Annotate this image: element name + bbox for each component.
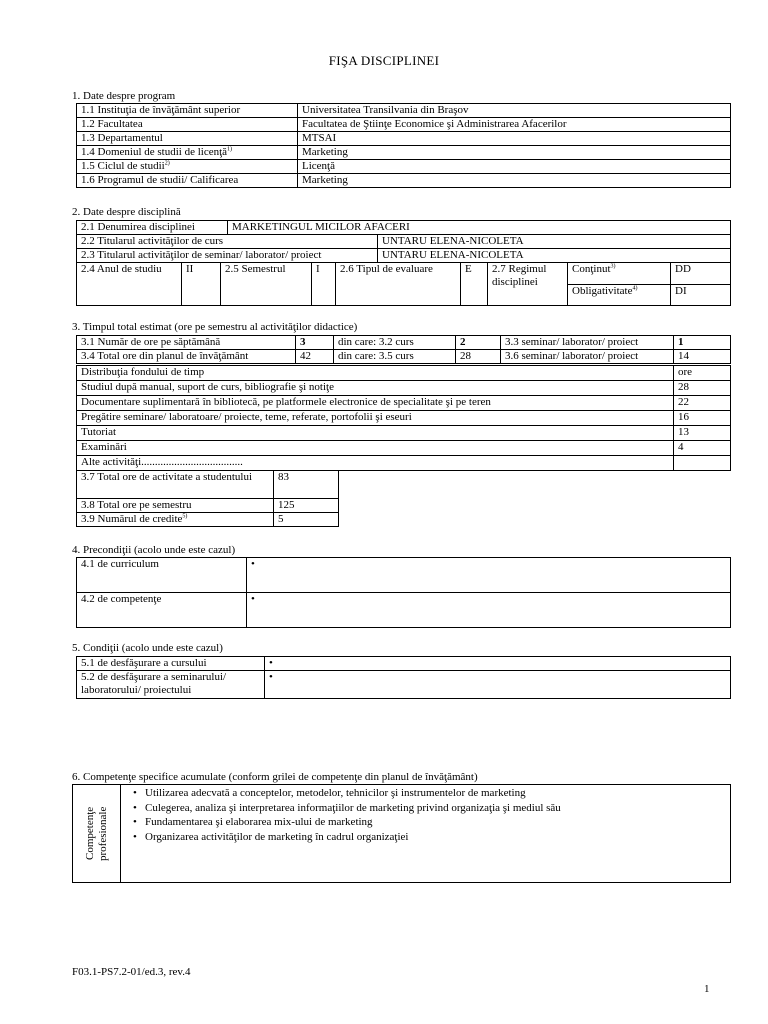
value-cell: Facultatea de Ştiinţe Economice şi Administrarea Afacerilor	[298, 118, 731, 132]
label-cell: 3.7 Total ore de activitate a studentului	[77, 471, 274, 499]
label-cell: 3.6 seminar/ laborator/ proiect	[501, 350, 674, 364]
table-row	[77, 249, 731, 263]
value-cell: •	[265, 671, 731, 699]
footnote-mark: 2)	[164, 160, 170, 167]
footnote-mark: 5)	[182, 513, 188, 520]
label-cell: 4.1 de curriculum	[77, 558, 247, 593]
preconditions-table	[76, 557, 731, 628]
footer-code: F03.1-PS7.2-01/ed.3, rev.4	[72, 966, 191, 978]
table-row	[77, 558, 731, 593]
table-row	[77, 441, 731, 456]
table-row	[77, 235, 731, 249]
value-cell: 4	[674, 441, 731, 456]
value-cell: ore	[674, 366, 731, 381]
table-row	[77, 174, 731, 188]
value-cell: •	[247, 558, 731, 593]
label-text: 3.9 Numărul de credite	[81, 513, 183, 525]
value-cell: Licenţă	[298, 160, 731, 174]
table-row	[77, 146, 731, 160]
value-cell: 28	[674, 381, 731, 396]
table-row	[77, 221, 731, 235]
label-text: Obligativitate	[572, 284, 633, 297]
competences-list	[125, 786, 726, 844]
footnote-mark: 3)	[610, 263, 616, 270]
value-cell: 13	[674, 426, 731, 441]
label-cell: 1.2 Facultatea	[77, 118, 298, 132]
conditions-table	[76, 656, 731, 699]
value-cell: 42	[296, 350, 334, 364]
label-cell: Alte activităţi.....................................	[77, 456, 674, 471]
table-row	[77, 118, 731, 132]
value-cell: 125	[274, 499, 339, 513]
value-cell: MTSAI	[298, 132, 731, 146]
value-cell: II	[182, 263, 221, 306]
label-cell: Examinări	[77, 441, 674, 456]
side-label: Competenţe profesionale	[83, 806, 109, 861]
label-cell: 3.4 Total ore din planul de învăţământ	[77, 350, 296, 364]
label-cell	[77, 513, 274, 527]
table-row	[77, 160, 731, 174]
table-row	[77, 132, 731, 146]
table-row	[77, 350, 731, 364]
label-cell: 2.2 Titularul activităţilor de curs	[77, 235, 378, 249]
page-title: FIŞA DISCIPLINEI	[328, 53, 440, 68]
table-row	[77, 396, 731, 411]
value-cell: •	[247, 593, 731, 628]
table-row	[77, 263, 731, 285]
value-cell: 14	[674, 350, 731, 364]
list-item: • Culegerea, analiza şi interpretarea informaţiilor de marketing privind organizaţia şi mediul său	[145, 801, 726, 816]
label-cell	[77, 160, 298, 174]
label-cell	[568, 284, 671, 306]
label-cell: 5.2 de desfăşurare a seminarului/ laboratorului/ proiectului	[77, 671, 265, 699]
value-cell: MARKETINGUL MICILOR AFACERI	[228, 221, 731, 235]
value-cell: 1	[674, 336, 731, 350]
section-2-heading: 2. Date despre disciplină	[72, 206, 181, 218]
section-3-heading: 3. Timpul total estimat (ore pe semestru al activităţilor didactice)	[72, 321, 358, 333]
label-cell: Pregătire seminare/ laboratoare/ proiecte, teme, referate, portofolii şi eseuri	[77, 411, 674, 426]
program-table	[76, 103, 731, 188]
label-text: 1.5 Ciclul de studii	[81, 160, 165, 172]
value-cell: I	[312, 263, 336, 306]
value-cell: Universitatea Transilvania din Braşov	[298, 104, 731, 118]
label-cell: 2.4 Anul de studiu	[77, 263, 182, 306]
value-cell	[674, 456, 731, 471]
list-item: • Fundamentarea şi elaborarea mix-ului de marketing	[145, 815, 726, 830]
section-5-heading: 5. Condiţii (acolo unde este cazul)	[72, 642, 223, 654]
value-cell: 22	[674, 396, 731, 411]
value-cell: 28	[456, 350, 501, 364]
competences-cell	[121, 785, 731, 883]
value-cell: Marketing	[298, 174, 731, 188]
table-row	[73, 785, 731, 883]
label-cell: 3.1 Număr de ore pe săptămână	[77, 336, 296, 350]
value-cell: •	[265, 657, 731, 671]
label-cell	[77, 146, 298, 160]
footnote-mark: 1)	[227, 146, 233, 153]
table-row	[77, 471, 339, 499]
discipline-table-bottom	[76, 262, 731, 306]
discipline-table-top	[76, 220, 731, 263]
table-row	[77, 411, 731, 426]
table-row	[77, 336, 731, 350]
label-cell: Studiul după manual, suport de curs, bibliografie şi notiţe	[77, 381, 674, 396]
table-row	[77, 381, 731, 396]
time-totals-table	[76, 470, 339, 527]
label-text: Conţinut	[572, 263, 611, 275]
side-label-cell	[73, 785, 121, 883]
value-cell: Marketing	[298, 146, 731, 160]
table-row	[77, 104, 731, 118]
table-row	[77, 657, 731, 671]
footnote-mark: 4)	[632, 284, 638, 291]
label-cell: din care: 3.2 curs	[334, 336, 456, 350]
value-cell: DD	[671, 263, 731, 285]
label-cell: 2.1 Denumirea disciplinei	[77, 221, 228, 235]
label-cell: 1.6 Programul de studii/ Calificarea	[77, 174, 298, 188]
label-cell: 4.2 de competenţe	[77, 593, 247, 628]
table-row	[77, 456, 731, 471]
value-cell: 83	[274, 471, 339, 499]
label-cell: 2.6 Tipul de evaluare	[336, 263, 461, 306]
time-distribution-table	[76, 365, 731, 471]
label-cell: Distribuţia fondului de timp	[77, 366, 674, 381]
value-cell: 3	[296, 336, 334, 350]
table-row	[77, 593, 731, 628]
value-cell: E	[461, 263, 488, 306]
section-4-heading: 4. Precondiţii (acolo unde este cazul)	[72, 544, 236, 556]
section-1-heading: 1. Date despre program	[72, 90, 176, 102]
table-row	[77, 499, 339, 513]
label-cell: Documentare suplimentară în bibliotecă, pe platformele electronice de specialitate şi pe teren	[77, 396, 674, 411]
label-cell: 3.3 seminar/ laborator/ proiect	[501, 336, 674, 350]
label-cell: 2.7 Regimul disciplinei	[488, 263, 568, 306]
time-table-top	[76, 335, 731, 364]
list-item: • Utilizarea adecvată a conceptelor, metodelor, tehnicilor şi instrumentelor de marketing	[145, 786, 726, 801]
list-item: • Organizarea activităţilor de marketing în cadrul organizaţiei	[145, 830, 726, 845]
table-row	[77, 426, 731, 441]
label-cell: 3.8 Total ore pe semestru	[77, 499, 274, 513]
value-cell: DI	[671, 284, 731, 306]
label-cell: 1.3 Departamentul	[77, 132, 298, 146]
value-cell: UNTARU ELENA-NICOLETA	[378, 235, 731, 249]
label-cell	[568, 263, 671, 285]
table-row	[77, 671, 731, 699]
table-row	[77, 366, 731, 381]
section-6-heading: 6. Competenţe specifice acumulate (conform grilei de competenţe din planul de învăţământ)	[72, 771, 478, 783]
label-cell: din care: 3.5 curs	[334, 350, 456, 364]
value-cell: UNTARU ELENA-NICOLETA	[378, 249, 731, 263]
value-cell: 16	[674, 411, 731, 426]
page-number: 1	[704, 983, 710, 995]
competences-table	[72, 784, 731, 883]
value-cell: 2	[456, 336, 501, 350]
label-cell: 5.1 de desfăşurare a cursului	[77, 657, 265, 671]
label-cell: 2.3 Titularul activităţilor de seminar/ laborator/ proiect	[77, 249, 378, 263]
label-cell: 2.5 Semestrul	[221, 263, 312, 306]
label-cell: 1.1 Instituţia de învăţământ superior	[77, 104, 298, 118]
table-row	[77, 513, 339, 527]
value-cell: 5	[274, 513, 339, 527]
label-text: 1.4 Domeniul de studii de licenţă	[81, 146, 228, 158]
label-cell: Tutoriat	[77, 426, 674, 441]
